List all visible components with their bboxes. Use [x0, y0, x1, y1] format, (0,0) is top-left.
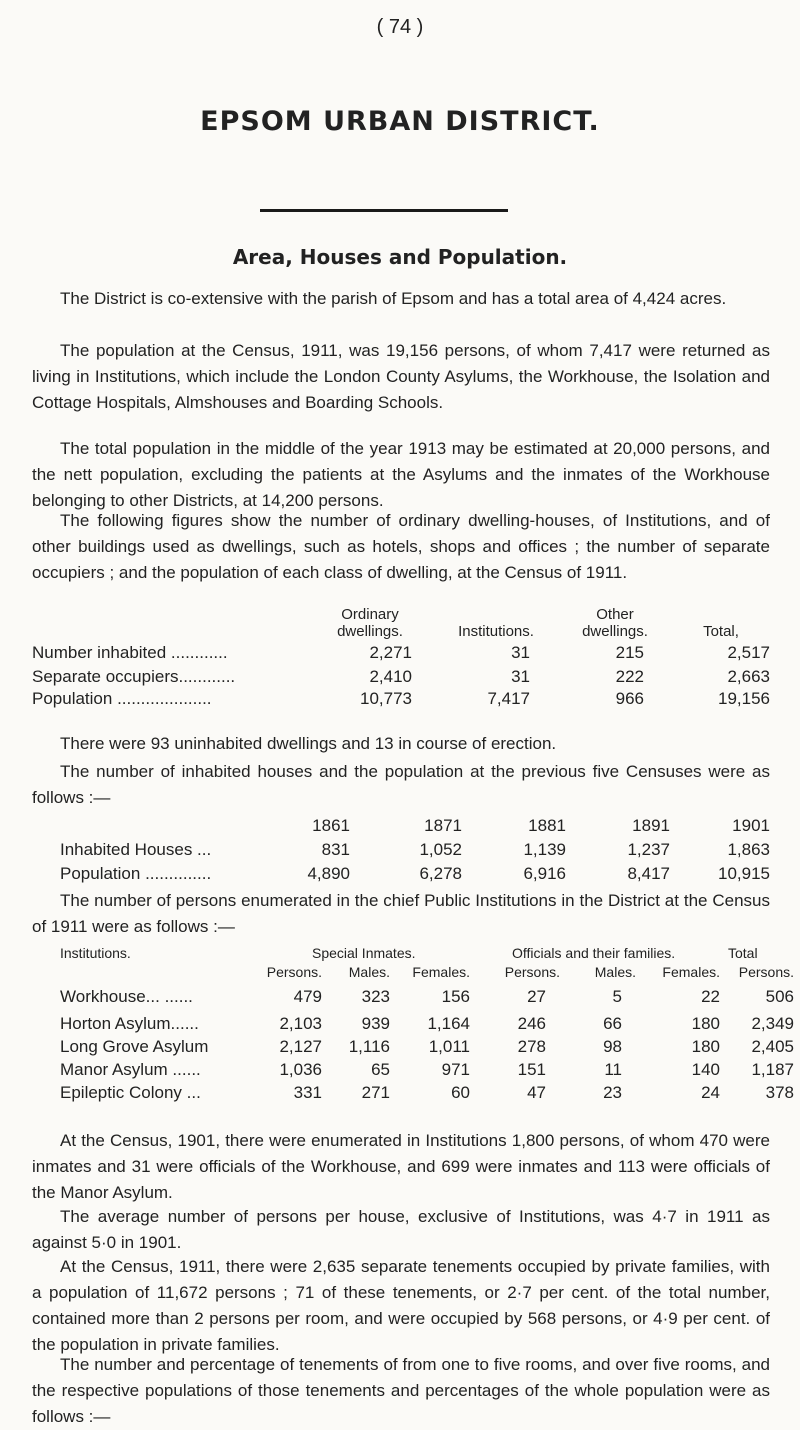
- header-total-col: Total: [728, 945, 758, 961]
- institutions-table: [60, 962, 794, 1104]
- table-row: Epileptic Colony ... 331 271 60 47 23 24 378: [60, 1082, 794, 1102]
- header-officials: Officials and their families.: [512, 945, 676, 961]
- header-institutions-col: Institutions.: [60, 945, 131, 961]
- paragraph-population: The population at the Census, 1911, was 19,156 persons, of whom 7,417 were returned as living in Institutions, which include the London County Asylums, the Workhouse, the Isolation and Cottage Hospitals, Almshouses and Boarding Schools.: [32, 341, 770, 412]
- paragraph-tenements: At the Census, 1911, there were 2,635 separate tenements occupied by private families, with a population of 11,672 persons ; 71 of these tenements, or 2·7 per cent. of the total number, contained more than 2 persons per room, and were occupied by 568 persons, or 4·9 per cent. of the population in private families.: [32, 1257, 770, 1354]
- title-rule: [260, 209, 508, 212]
- district-title: EPSOM URBAN DISTRICT.: [200, 106, 600, 137]
- year-1891: 1891: [632, 816, 670, 835]
- paragraph-area: The District is co-extensive with the parish of Epsom and has a total area of 4,424 acres.: [60, 289, 727, 308]
- section-title: Area, Houses and Population.: [232, 245, 568, 269]
- paragraph-uninhabited: There were 93 uninhabited dwellings and 13 in course of erection.: [60, 734, 557, 753]
- header-institutions: Institutions.: [458, 623, 534, 640]
- header-other: Other dwellings.: [582, 606, 648, 640]
- table-row: Long Grove Asylum 2,127 1,116 1,011 278 98 180 2,405: [60, 1036, 794, 1056]
- page-number: ( 74 ): [376, 16, 424, 38]
- census-table: [60, 814, 770, 886]
- paragraph-censuses-intro: The number of inhabited houses and the population at the previous five Censuses were as follows :—: [32, 762, 770, 807]
- paragraph-persons-per-house: The average number of persons per house, exclusive of Institutions, was 4·7 in 1911 as against 5·0 in 1901.: [32, 1207, 770, 1252]
- paragraph-institutions-intro: The number of persons enumerated in the chief Public Institutions in the District at the Census of 1911 were as follows :—: [32, 891, 770, 936]
- header-special-inmates: Special Inmates.: [312, 945, 416, 961]
- year-1881: 1881: [528, 816, 566, 835]
- dwellings-header-row: [32, 606, 770, 640]
- table-row: Population .............. 4,890 6,278 6,916 8,417 10,915: [60, 864, 770, 883]
- table-row: Separate occupiers............ 2,410 31 222 2,663: [32, 667, 770, 686]
- table-row: Inhabited Houses ... 831 1,052 1,139 1,237 1,863: [60, 840, 770, 859]
- table-row: Number inhabited ............ 2,271 31 215 2,517: [32, 643, 770, 662]
- paragraph-estimate: The total population in the middle of the year 1913 may be estimated at 20,000 persons, and the nett population, excluding the patients at the Asylums and the inmates of the Workhouse belonging to other Districts, at 14,200 persons.: [32, 439, 770, 510]
- year-1901: 1901: [732, 816, 770, 835]
- header-total: Total,: [703, 623, 739, 640]
- header-ordinary: Ordinary dwellings.: [337, 606, 403, 640]
- table-row: Population .................... 10,773 7,417 966 19,156: [32, 689, 770, 708]
- year-1861: 1861: [312, 816, 350, 835]
- table-row: Workhouse... ...... 479 323 156 27 5 22 506: [60, 987, 794, 1006]
- dwellings-table: [32, 606, 770, 710]
- census-year-row: [60, 814, 770, 838]
- paragraph-dwellings-intro: The following figures show the number of ordinary dwelling-houses, of Institutions, and of other buildings used as dwellings, such as hotels, shops and offices ; the number of separate occupiers ; and the population of each class of dwelling, at the Census of 1911.: [32, 511, 770, 582]
- table-row: Horton Asylum...... 2,103 939 1,164 246 66 180 2,349: [60, 1013, 794, 1033]
- year-1871: 1871: [424, 816, 462, 835]
- paragraph-rooms-intro: The number and percentage of tenements of from one to five rooms, and over five rooms, and the respective populations of those tenements and percentages of the whole population were as follows :—: [32, 1355, 770, 1426]
- table-row: Manor Asylum ...... 1,036 65 971 151 11 140 1,187: [60, 1059, 794, 1079]
- institutions-subheader-row: Persons. Males. Females. Persons. Males. Females. Persons.: [266, 964, 794, 980]
- paragraph-census-1901: At the Census, 1901, there were enumerated in Institutions 1,800 persons, of whom 470 were inmates and 31 were officials of the Workhouse, and 699 were inmates and 113 were officials of the Manor Asylum.: [32, 1131, 770, 1202]
